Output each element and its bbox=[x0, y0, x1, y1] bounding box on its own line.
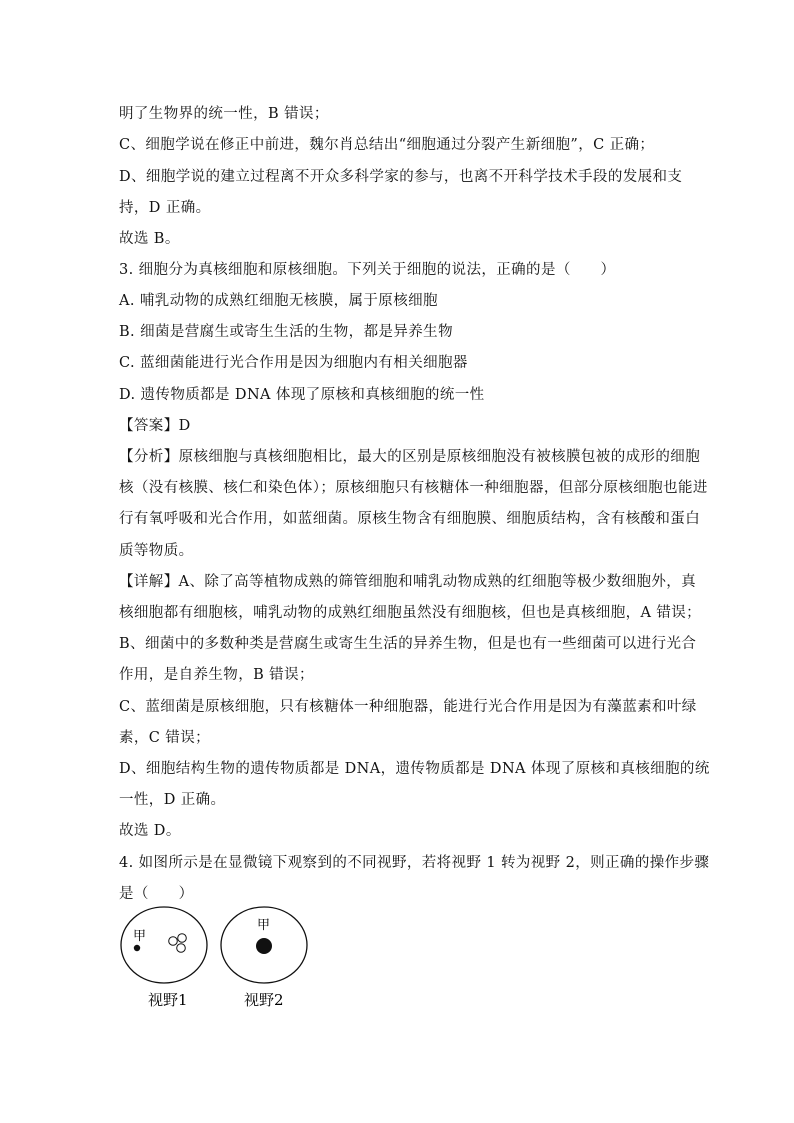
mark-jia-1: 甲 bbox=[133, 929, 147, 944]
analysis-line: 【分析】原核细胞与真核细胞相比，最大的区别是原核细胞没有被核膜包被的成形的细胞 bbox=[119, 449, 701, 465]
caption-field-2: 视野2 bbox=[244, 991, 284, 1009]
field-of-view-1 bbox=[121, 907, 207, 1009]
option-d: D. 遗传物质都是 DNA 体现了原核和真核细胞的统一性 bbox=[119, 387, 485, 403]
text-line: C、细胞学说在修正中前进，魏尔肖总结出“细胞通过分裂产生新细胞”，C 正确； bbox=[119, 137, 655, 153]
question-3-stem: 3. 细胞分为真核细胞和原核细胞。下列关于细胞的说法，正确的是（ ） bbox=[119, 262, 616, 278]
text-line: 持，D 正确。 bbox=[119, 200, 211, 216]
text-line: 素，C 错误； bbox=[119, 730, 211, 746]
text-line: 行有氧呼吸和光合作用，如蓝细菌。原核生物含有细胞膜、细胞质结构，含有核酸和蛋白 bbox=[119, 511, 701, 527]
text-line: B、细菌中的多数种类是营腐生或寄生生活的异养生物，但是也有一些细菌可以进行光合 bbox=[119, 636, 697, 652]
option-a: A. 哺乳动物的成熟红细胞无核膜，属于原核细胞 bbox=[119, 293, 438, 309]
option-b: B. 细菌是营腐生或寄生生活的生物，都是异养生物 bbox=[119, 324, 453, 340]
text-line: 核（没有核膜、核仁和染色体）；原核细胞只有核糖体一种细胞器，但部分原核细胞也能进 bbox=[119, 480, 708, 496]
answer-line: 【答案】D bbox=[119, 418, 191, 434]
small-dot bbox=[134, 945, 140, 951]
text-line: 质等物质。 bbox=[119, 543, 194, 559]
text-line: 核细胞都有细胞核，哺乳动物的成熟红细胞虽然没有细胞核，但也是真核细胞，A 错误； bbox=[119, 605, 702, 621]
mark-jia-2: 甲 bbox=[257, 918, 271, 933]
text-line: 是（ ） bbox=[119, 886, 194, 902]
caption-field-1: 视野1 bbox=[148, 991, 188, 1009]
option-c: C. 蓝细菌能进行光合作用是因为细胞内有相关细胞器 bbox=[119, 355, 468, 371]
cell-circle bbox=[169, 937, 178, 946]
text-line: C、蓝细菌是原核细胞，只有核糖体一种细胞器，能进行光合作用是因为有藻蓝素和叶绿 bbox=[119, 699, 697, 715]
question-4-stem: 4. 如图所示是在显微镜下观察到的不同视野，若将视野 1 转为视野 2，则正确的操作步骤 bbox=[119, 855, 710, 871]
microscope-figure bbox=[110, 905, 330, 1020]
text-line: 作用，是自养生物，B 错误； bbox=[119, 667, 314, 683]
text-line: 故选 B。 bbox=[119, 231, 180, 247]
field-of-view-2 bbox=[221, 907, 307, 1009]
cell-circle bbox=[178, 934, 187, 943]
text-line: 故选 D。 bbox=[119, 823, 181, 839]
explanation-line: 【详解】A、除了高等植物成熟的筛管细胞和哺乳动物成熟的红细胞等极少数细胞外，真 bbox=[119, 574, 697, 590]
text-line: D、细胞结构生物的遗传物质都是 DNA，遗传物质都是 DNA 体现了原核和真核细胞的统 bbox=[119, 761, 710, 777]
large-dot bbox=[256, 938, 272, 954]
text-line: 明了生物界的统一性，B 错误； bbox=[119, 106, 329, 122]
cell-circle bbox=[177, 944, 186, 953]
text-line: 一性，D 正确。 bbox=[119, 792, 226, 808]
text-line: D、细胞学说的建立过程离不开众多科学家的参与，也离不开科学技术手段的发展和支 bbox=[119, 169, 683, 185]
